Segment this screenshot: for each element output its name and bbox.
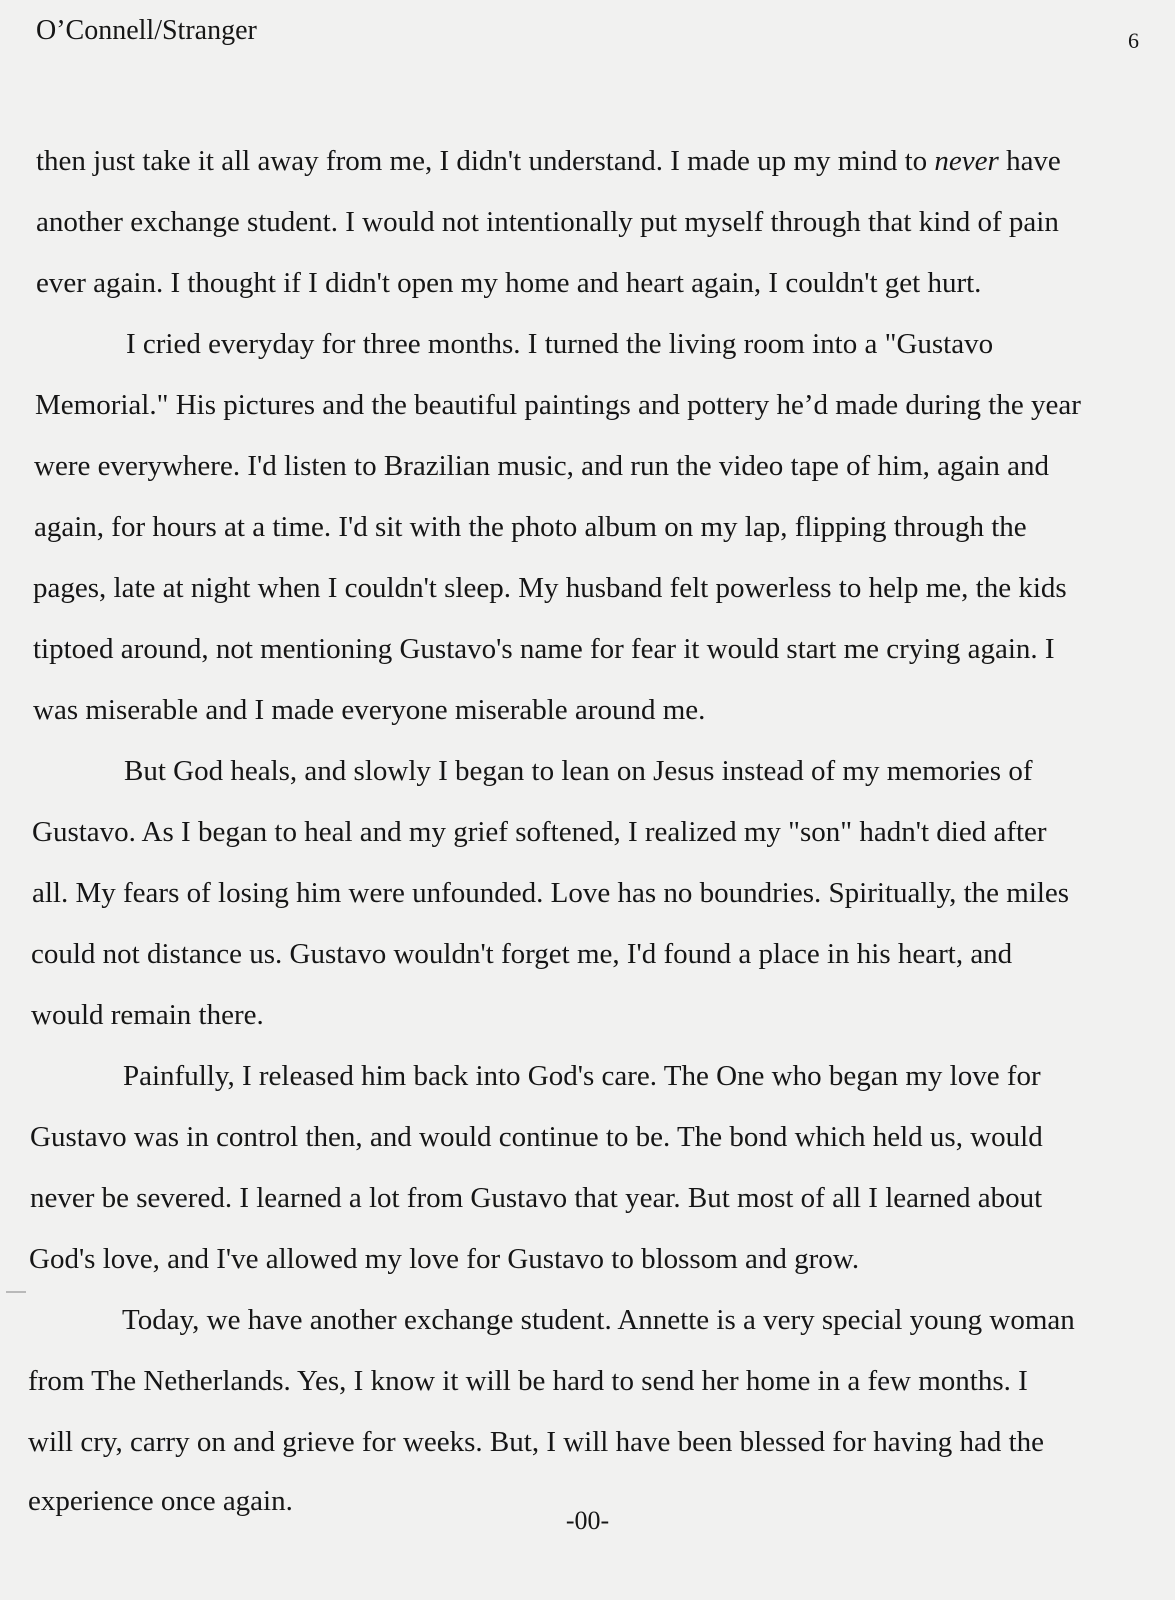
body-line: another exchange student. I would not intentionally put myself through that kind of pain [36, 206, 1059, 238]
body-line: pages, late at night when I couldn't sleep. My husband felt powerless to help me, the kids [33, 572, 1067, 604]
body-line [36, 144, 1061, 178]
body-line: was miserable and I made everyone miserable around me. [33, 694, 706, 726]
body-line: would remain there. [31, 999, 264, 1031]
body-line: Memorial." His pictures and the beautiful paintings and pottery he’d made during the year [35, 389, 1081, 421]
body-line: tiptoed around, not mentioning Gustavo's name for fear it would start me crying again. I [33, 633, 1055, 665]
body-line: I cried everyday for three months. I turned the living room into a "Gustavo [126, 328, 994, 360]
body-line: will cry, carry on and grieve for weeks. But, I will have been blessed for having had the [28, 1426, 1045, 1458]
line-text: have [998, 145, 1061, 177]
emphasized-word: never [934, 145, 999, 177]
body-line: all. My fears of losing him were unfounded. Love has no boundries. Spiritually, the miles [32, 877, 1070, 909]
body-line: Today, we have another exchange student. Annette is a very special young woman [122, 1304, 1075, 1336]
page-number: 6 [1128, 28, 1139, 53]
body-line: Painfully, I released him back into God's care. The One who began my love for [123, 1060, 1041, 1092]
end-mark: -00- [565, 1506, 610, 1535]
body-line: never be severed. I learned a lot from Gustavo that year. But most of all I learned about [30, 1182, 1043, 1214]
body-line: God's love, and I've allowed my love for Gustavo to blossom and grow. [29, 1243, 860, 1275]
body-line: ever again. I thought if I didn't open my home and heart again, I couldn't get hurt. [36, 267, 982, 299]
body-line: from The Netherlands. Yes, I know it will be hard to send her home in a few months. I [28, 1365, 1028, 1397]
body-line: were everywhere. I'd listen to Brazilian music, and run the video tape of him, again and [34, 450, 1050, 482]
body-line: could not distance us. Gustavo wouldn't forget me, I'd found a place in his heart, and [31, 938, 1013, 970]
running-head: O’Connell/Stranger [36, 15, 257, 46]
body-line: Gustavo was in control then, and would continue to be. The bond which held us, would [30, 1121, 1043, 1153]
scan-artifact [6, 1291, 26, 1293]
body-line: Gustavo. As I began to heal and my grief softened, I realized my "son" hadn't died after [32, 816, 1047, 848]
body-line: But God heals, and slowly I began to lean on Jesus instead of my memories of [124, 755, 1033, 787]
body-line: experience once again. [28, 1485, 293, 1517]
line-text: then just take it all away from me, I didn't understand. I made up my mind to [36, 145, 935, 177]
body-line: again, for hours at a time. I'd sit with the photo album on my lap, flipping through the [34, 511, 1027, 543]
